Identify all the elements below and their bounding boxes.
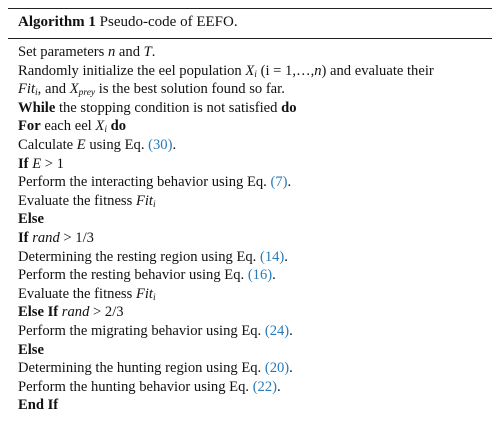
eq-ref-14[interactable]: (14) xyxy=(259,248,285,265)
algo-line-15: Else If rand > 2/3 xyxy=(18,304,124,321)
algo-line-1: Set parameters n and T. xyxy=(18,44,156,60)
algorithm-body xyxy=(18,43,490,415)
algo-line-5: For each eel $X_i$ do xyxy=(18,118,127,136)
algo-line-4: While the stopping condition is not satisfied do xyxy=(18,99,297,116)
algo-line-16: Perform the migrating behavior using Eq. (24). xyxy=(18,322,293,339)
algo-line-12: Determining the resting region using Eq. (14). xyxy=(18,248,288,265)
eq-ref-30[interactable]: (30) xyxy=(148,136,173,153)
algo-line-14: Evaluate the fitness Fit$_i$ xyxy=(18,285,156,303)
algorithm-label: Algorithm 1 xyxy=(18,14,96,30)
algo-line-11: If rand > 1/3 xyxy=(18,229,94,246)
algorithm-caption xyxy=(18,11,238,33)
algo-line-9: Evaluate the fitness Fit$_i$ xyxy=(18,192,156,210)
algo-line-7: If E > 1 xyxy=(18,155,64,172)
top-rule xyxy=(8,8,492,9)
algo-line-20: End If xyxy=(18,397,59,414)
eq-ref-20[interactable]: (20) xyxy=(264,360,290,377)
algo-line-19: Perform the hunting behavior using Eq. (22). xyxy=(18,378,281,395)
eq-ref-7[interactable]: (7) xyxy=(270,174,288,191)
eq-ref-22[interactable]: (22) xyxy=(252,378,278,395)
algo-line-13: Perform the resting behavior using Eq. (16). xyxy=(18,267,276,284)
algo-line-10: Else xyxy=(18,211,44,228)
algorithm-title: Pseudo-code of EEFO. xyxy=(99,14,238,30)
algo-line-17: Else xyxy=(18,341,44,358)
algo-line-3: Fit$_i$, and $X_{prey}$ is the best solution found so far. xyxy=(18,81,285,99)
eq-ref-16[interactable]: (16) xyxy=(247,267,273,284)
algo-line-8: Perform the interacting behavior using Eq. (7). xyxy=(18,174,292,191)
caption-rule xyxy=(8,38,492,39)
algo-line-6: Calculate E using Eq. (30). xyxy=(18,136,177,153)
algo-line-2: Randomly initialize the eel population $X_i$ (i = 1,…,n) and evaluate their xyxy=(18,62,434,80)
eq-ref-24[interactable]: (24) xyxy=(264,322,290,339)
algo-line-18: Determining the hunting region using Eq. (20). xyxy=(18,360,293,377)
